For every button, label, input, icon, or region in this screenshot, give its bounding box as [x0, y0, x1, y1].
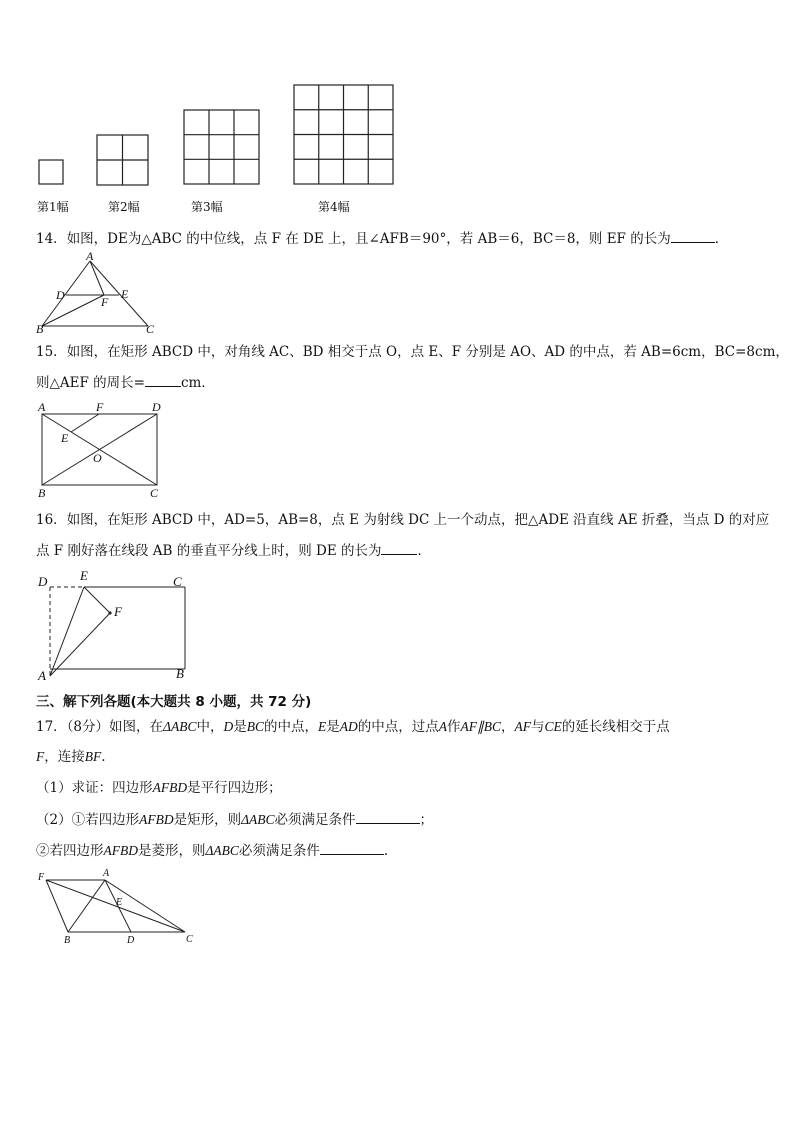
- answer-blank[interactable]: [320, 840, 384, 855]
- answer-blank[interactable]: [145, 372, 181, 387]
- question-17-line-1: [36, 717, 670, 737]
- math-afbd: AFBD: [103, 843, 138, 858]
- question-text: 如图，DE为△ABC 的中位线，点 F 在 DE 上，且∠AFB＝90°，若 AB＝6，BC＝8，则 EF 的长为: [66, 231, 671, 247]
- text: 中，: [196, 719, 224, 735]
- label-D: D: [152, 400, 161, 414]
- text: .: [383, 843, 389, 859]
- label-D: D: [127, 935, 135, 946]
- question-15-line-2: [36, 372, 215, 393]
- text: 的延长线相交于点: [561, 719, 670, 735]
- text: 的中点，过点: [357, 719, 439, 735]
- grid-figure-2: [97, 135, 148, 185]
- question-15-line-1: [36, 342, 789, 362]
- math-triangle: ΔABC: [241, 812, 275, 827]
- label-D: D: [38, 574, 48, 589]
- q14-figure: [36, 249, 176, 336]
- label-E: E: [121, 287, 129, 301]
- label-F: F: [114, 604, 122, 619]
- text: （2）①若四边形: [36, 812, 140, 828]
- question-text-end: ．: [417, 543, 431, 559]
- question-number: 17．: [36, 719, 67, 735]
- text: 的中点，: [263, 719, 318, 735]
- label-E: E: [116, 897, 123, 908]
- math-af-parallel-bc: AF∥BC: [460, 719, 501, 734]
- label-F: F: [101, 295, 109, 309]
- text: 作: [446, 719, 461, 735]
- text: 是矩形，则: [173, 812, 242, 828]
- math-triangle: ΔABC: [205, 843, 239, 858]
- question-text: 点 F 刚好落在线段 AB 的垂直平分线上时，则 DE 的长为: [36, 543, 382, 559]
- label-C: C: [150, 486, 159, 500]
- question-text: 则△AEF 的周长=: [36, 375, 145, 391]
- question-14: [36, 228, 728, 249]
- label-O: O: [93, 451, 102, 465]
- text: ，: [500, 719, 515, 735]
- math-f: F: [36, 749, 45, 764]
- question-16-line-2: [36, 540, 431, 561]
- question-17-part-1: [36, 778, 282, 798]
- question-17-part-2: [36, 809, 433, 830]
- label-F: F: [38, 872, 45, 883]
- text: 必须满足条件: [238, 843, 320, 859]
- text: 是: [233, 719, 247, 735]
- text: ；: [419, 812, 434, 828]
- grid-figure-1: [39, 160, 63, 184]
- text: （1）求证：四边形: [36, 780, 153, 796]
- caption-fig-3: 第3幅: [191, 200, 223, 214]
- text: .: [101, 749, 106, 765]
- question-17-part-3: [36, 840, 388, 861]
- label-C: C: [146, 322, 155, 336]
- math-afbd: AFBD: [152, 780, 188, 795]
- q15-figure: [36, 400, 176, 500]
- label-C: C: [186, 934, 193, 945]
- label-F: F: [96, 400, 104, 414]
- caption-fig-1: 第1幅: [37, 200, 69, 214]
- question-text: 如图，在矩形 ABCD 中，AD=5，AB=8，点 E 为射线 DC 上一个动点，把△ADE 沿直线 AE 折叠，当点 D 的对应: [66, 512, 770, 528]
- math-bf: BF: [84, 749, 102, 764]
- math-d: D: [223, 719, 234, 734]
- label-B: B: [64, 935, 71, 946]
- label-C: C: [173, 574, 182, 589]
- label-E: E: [61, 431, 69, 445]
- label-D: D: [56, 288, 65, 302]
- section-heading: 三、解下列各题(本大题共 8 小题，共 72 分): [36, 694, 312, 710]
- label-B: B: [36, 322, 44, 336]
- math-e: E: [317, 719, 327, 734]
- label-A: A: [103, 868, 110, 879]
- question-text: 如图，在矩形 ABCD 中，对角线 AC、BD 相交于点 O，点 E、F 分别是 AO、AD 的中点，若 AB=6cm，BC=8cm，: [66, 344, 789, 360]
- q16-figure: [36, 568, 206, 683]
- caption-fig-2: 第2幅: [108, 200, 140, 214]
- answer-blank[interactable]: [356, 809, 420, 824]
- label-A: A: [38, 668, 46, 683]
- label-B: B: [38, 486, 46, 500]
- question-number: 14．: [36, 231, 67, 247]
- question-number: 16．: [36, 512, 67, 528]
- label-A: A: [86, 249, 94, 263]
- math-triangle: ΔABC: [163, 719, 197, 734]
- text: 与: [530, 719, 545, 735]
- text: 是: [326, 719, 340, 735]
- math-bc: BC: [246, 719, 264, 734]
- label-B: B: [176, 666, 184, 681]
- question-16-line-1: [36, 510, 769, 530]
- text: ，连接: [44, 749, 85, 765]
- label-A: A: [38, 400, 46, 414]
- grid-figure-4: [294, 85, 393, 184]
- math-a: A: [438, 719, 447, 734]
- question-17-line-2: [36, 747, 106, 767]
- question-score: （8分）: [66, 719, 110, 735]
- text: 是菱形，则: [138, 843, 206, 859]
- math-af: AF: [514, 719, 531, 734]
- q17-figure: [36, 868, 206, 948]
- text: 必须满足条件: [274, 812, 356, 828]
- grid-figure-3: [184, 110, 259, 184]
- math-ad: AD: [339, 719, 358, 734]
- answer-blank[interactable]: [671, 228, 715, 243]
- text: 如图，在: [109, 719, 164, 735]
- question-number: 15．: [36, 344, 67, 360]
- label-E: E: [80, 568, 88, 583]
- text: 是平行四边形；: [187, 780, 282, 796]
- math-ce: CE: [544, 719, 562, 734]
- text: ②若四边形: [36, 843, 104, 859]
- grid-figures: [0, 0, 793, 200]
- question-text-end: ．: [714, 231, 729, 247]
- caption-fig-4: 第4幅: [318, 200, 350, 214]
- math-afbd: AFBD: [139, 812, 174, 827]
- question-text-end: cm．: [180, 375, 215, 391]
- answer-blank[interactable]: [381, 540, 417, 555]
